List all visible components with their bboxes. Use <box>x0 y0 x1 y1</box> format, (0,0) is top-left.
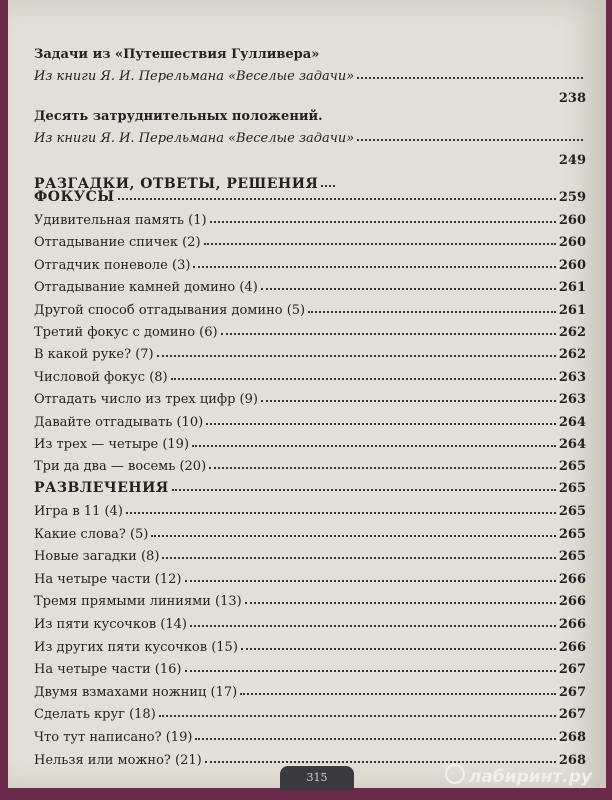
dot-leader <box>118 198 556 200</box>
dot-leader <box>151 535 555 537</box>
entry-page: 262 <box>558 325 586 340</box>
dot-leader <box>193 266 555 268</box>
toc-entry-ten-situations <box>34 102 586 168</box>
entry-title: Нельзя или можно? (21) <box>34 752 202 768</box>
dot-leader <box>205 761 556 763</box>
entry-page: 266 <box>558 594 586 610</box>
entry-title: Отгадчик поневоле (3) <box>34 257 191 273</box>
entry-title: Удивительная память (1) <box>34 213 207 228</box>
entry-title: Сделать круг (18) <box>34 707 156 723</box>
entry-title: Отгадывание камней домино (4) <box>34 280 258 296</box>
entry-title: Отгадать число из трех цифр (9) <box>34 392 258 408</box>
dot-leader <box>210 221 556 223</box>
entry-title: Давайте отгадывать (10) <box>34 414 204 430</box>
entry-page: 265 <box>558 459 586 475</box>
entry-page: 266 <box>558 571 586 587</box>
dot-leader <box>185 580 556 582</box>
entry-title: Десять затруднительных положений. <box>34 109 323 124</box>
toc-entry <box>34 340 586 362</box>
dot-leader <box>240 693 556 695</box>
dot-leader <box>172 489 556 491</box>
entry-page: 267 <box>558 684 586 700</box>
dot-leader <box>195 738 555 740</box>
entry-title: Из пяти кусочков (14) <box>34 617 187 632</box>
entry-title: Задачи из «Путешествия Гулливера» <box>34 47 320 62</box>
entry-page: 265 <box>558 526 586 542</box>
answers-heading: РАЗГАДКИ, ОТВЕТЫ, РЕШЕНИЯ <box>34 176 319 192</box>
entry-title: Новые загадки (8) <box>34 549 160 565</box>
entry-page: 264 <box>558 437 586 452</box>
entry-page: 263 <box>558 392 586 408</box>
section-fun-heading <box>34 474 586 496</box>
toc-entry <box>34 542 586 564</box>
toc-entry <box>34 206 586 228</box>
toc-entry <box>34 723 586 745</box>
toc-entry <box>34 520 586 542</box>
toc-entry <box>34 655 586 677</box>
toc-entry <box>34 408 586 430</box>
entry-page: 265 <box>558 549 586 565</box>
dot-leader <box>192 445 556 447</box>
dot-leader <box>157 355 556 357</box>
dot-leader <box>357 139 583 141</box>
entry-title: Двумя взмахами ножниц (17) <box>34 684 238 700</box>
entry-page: 261 <box>558 280 586 296</box>
watermark <box>445 764 592 787</box>
entry-title: Игра в 11 (4) <box>34 504 123 519</box>
dot-leader <box>241 648 556 650</box>
entry-title: Что тут написано? (19) <box>34 730 193 745</box>
entry-title: Числовой фокус (8) <box>34 369 168 385</box>
toc-entry <box>34 565 586 587</box>
entry-page: 266 <box>558 639 586 655</box>
toc-entry <box>34 633 586 655</box>
dot-leader <box>221 333 556 335</box>
entry-page: 268 <box>558 752 586 768</box>
toc-entry <box>34 385 586 407</box>
entry-page: 265 <box>558 504 586 519</box>
section-title: ФОКУСЫ <box>34 189 115 205</box>
toc-entry-gulliver <box>34 40 586 106</box>
section-page: 265 <box>558 481 586 496</box>
toc-entry <box>34 700 586 722</box>
toc-entry <box>34 430 586 452</box>
entry-page: 260 <box>558 213 586 228</box>
entry-title: Из трех — четыре (19) <box>34 437 190 452</box>
book-page <box>8 0 606 788</box>
entry-page: 263 <box>558 369 586 385</box>
toc-entry <box>34 363 586 385</box>
toc-entry <box>34 251 586 273</box>
dot-leader <box>185 670 556 672</box>
section-title: РАЗВЛЕЧЕНИЯ <box>34 480 169 496</box>
dot-leader <box>308 311 556 313</box>
dot-leader <box>261 288 556 290</box>
dot-leader <box>206 423 556 425</box>
toc-entry <box>34 587 586 609</box>
dot-leader <box>190 625 556 627</box>
entry-subtitle: Из книги Я. И. Перельмана «Веселые задачи» <box>34 131 355 146</box>
entry-title: Из других пяти кусочков (15) <box>34 639 238 655</box>
dot-leader <box>162 557 555 559</box>
dot-leader <box>204 243 556 245</box>
toc-entry <box>34 228 586 250</box>
entry-page: 267 <box>558 662 586 678</box>
toc-entry <box>34 610 586 632</box>
toc-entry <box>34 318 586 340</box>
entry-title: На четыре части (12) <box>34 571 182 587</box>
entry-title: Три да два — восемь (20) <box>34 459 207 475</box>
entry-page: 268 <box>558 730 586 745</box>
dot-leader <box>261 400 556 402</box>
watermark-text: лабиринт.ру <box>468 767 592 787</box>
dot-leader <box>126 512 556 514</box>
labirint-logo-icon <box>445 764 465 784</box>
entry-page: 267 <box>558 707 586 723</box>
toc-entry <box>34 273 586 295</box>
dot-leader <box>171 378 556 380</box>
section-tricks-heading <box>34 183 586 205</box>
dot-leader <box>245 602 556 604</box>
toc-entry <box>34 678 586 700</box>
entry-title: Какие слова? (5) <box>34 526 149 542</box>
toc-entry <box>34 497 586 519</box>
entry-title: Отгадывание спичек (2) <box>34 235 201 251</box>
entry-page: 249 <box>558 153 586 168</box>
entry-page: 261 <box>558 302 586 318</box>
entry-subtitle: Из книги Я. И. Перельмана «Веселые задачи» <box>34 69 355 84</box>
dot-leader <box>357 77 583 79</box>
section-page: 259 <box>558 190 586 205</box>
entry-page: 264 <box>558 414 586 430</box>
entry-page: 260 <box>558 235 586 251</box>
entry-title: В какой руке? (7) <box>34 347 154 363</box>
entry-page: 266 <box>558 617 586 632</box>
toc-entry <box>34 452 586 474</box>
entry-page: 262 <box>558 347 586 363</box>
entry-title: На четыре части (16) <box>34 662 182 678</box>
dot-leader <box>159 715 556 717</box>
toc-entry <box>34 296 586 318</box>
entry-title: Другой способ отгадывания домино (5) <box>34 302 306 318</box>
entry-title: Третий фокус с домино (6) <box>34 325 218 340</box>
dot-leader <box>209 467 556 469</box>
entry-page: 260 <box>558 257 586 273</box>
entry-title: Тремя прямыми линиями (13) <box>34 594 242 610</box>
entry-page: 238 <box>558 91 586 106</box>
page-number: 315 <box>280 766 354 790</box>
